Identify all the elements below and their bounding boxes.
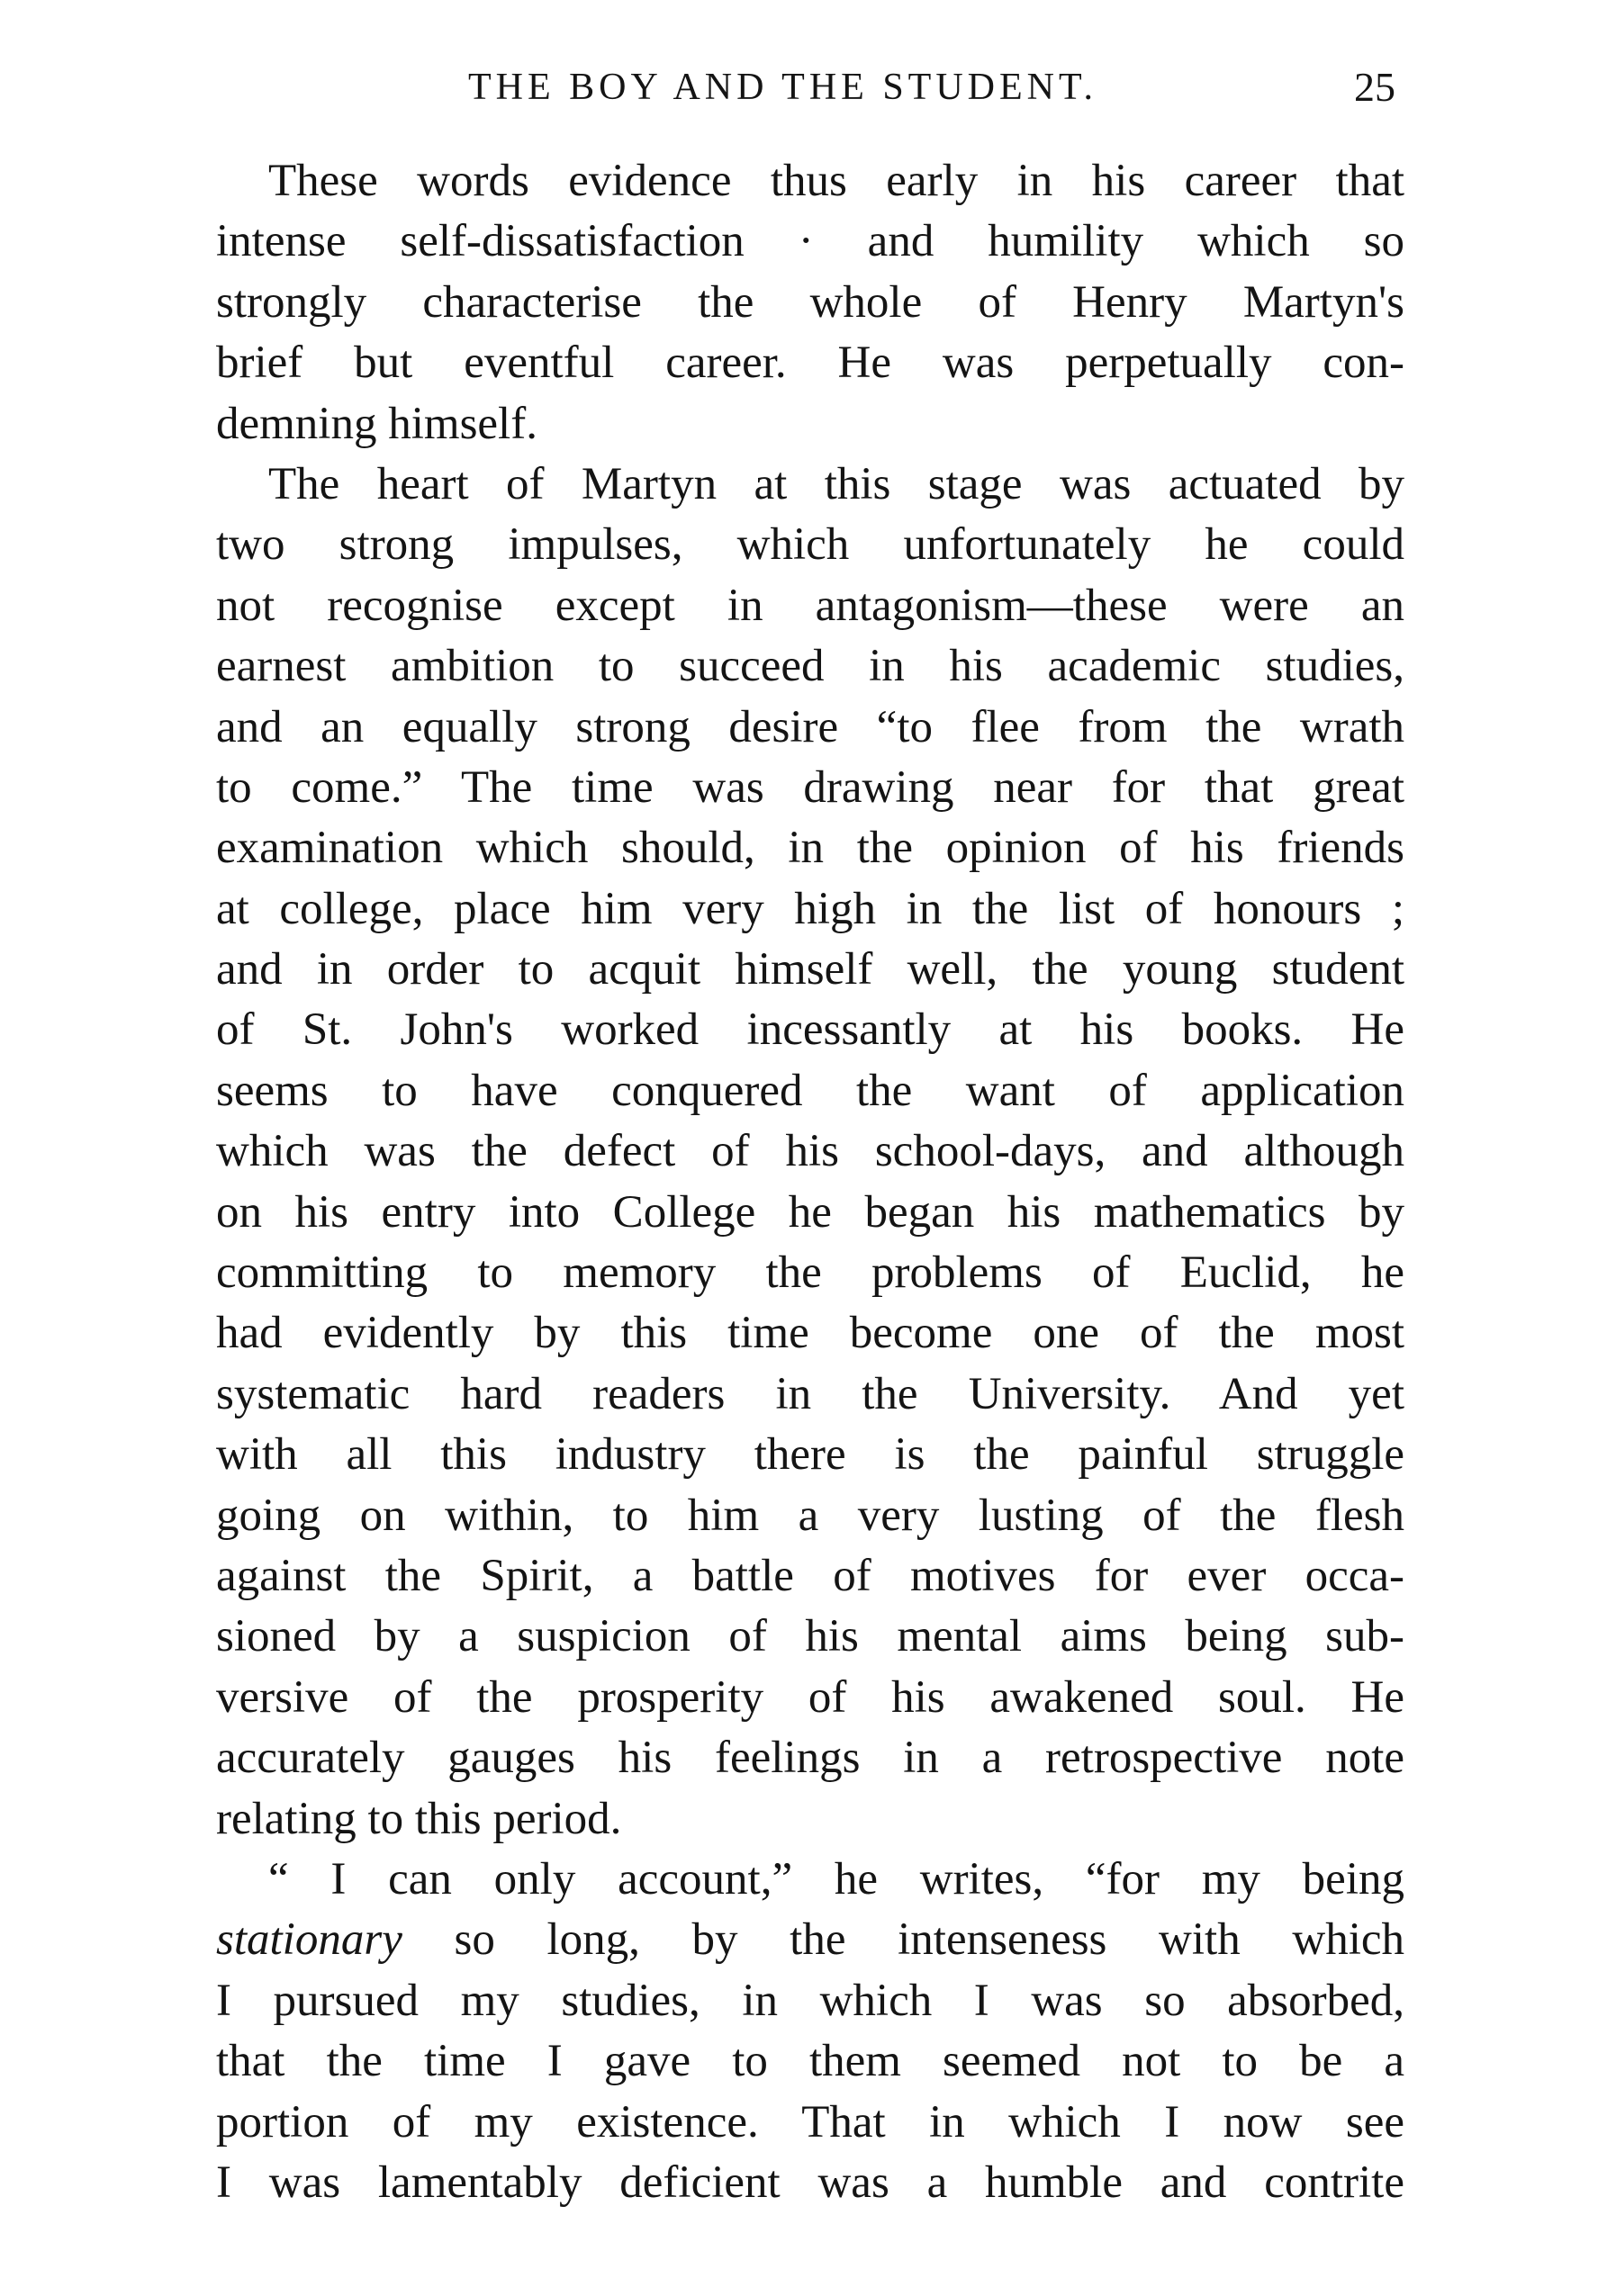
text-line: portion of my existence. That in which I now see [216, 2096, 1404, 2147]
text-line: systematic hard readers in the University. And yet [216, 1368, 1404, 1419]
text-segment: so long, by the intenseness with which [402, 1914, 1404, 1966]
text-line: sioned by a suspicion of his mental aims being sub- [216, 1611, 1404, 1662]
text-line: The heart of Martyn at this stage was actuated by [268, 458, 1404, 509]
text-line: on his entry into College he began his mathematics by [216, 1186, 1404, 1238]
text-line: with all this industry there is the painful struggle [216, 1429, 1404, 1481]
text-line: and in order to acquit himself well, the young student [216, 944, 1404, 995]
text-line: intense self-dissatisfaction · and humility which so [216, 216, 1404, 267]
text-line: at college, place him very high in the list of honours ; [216, 883, 1404, 934]
text-line: accurately gauges his feelings in a retrospective note [216, 1733, 1404, 1784]
text-line: two strong impulses, which unfortunately he could [216, 519, 1404, 571]
text-line: These words evidence thus early in his career that [268, 156, 1404, 206]
text-line: against the Spirit, a battle of motives for ever occa- [216, 1550, 1404, 1601]
text-line: not recognise except in antagonism—these were an [216, 580, 1404, 631]
italic-word: stationary [216, 1914, 402, 1966]
text-line: I pursued my studies, in which I was so absorbed, [216, 1975, 1404, 2026]
text-line: going on within, to him a very lusting of the flesh [216, 1490, 1404, 1541]
text-line [216, 1910, 1404, 1970]
text-line: strongly characterise the whole of Henry Martyn's [216, 276, 1404, 328]
text-line: that the time I gave to them seemed not to be a [216, 2036, 1404, 2087]
text-line: to come.” The time was drawing near for that great [216, 761, 1404, 813]
text-line: had evidently by this time become one of the most [216, 1308, 1404, 1359]
text-line: and an equally strong desire “to flee from the wrath [216, 701, 1404, 752]
text-line: versive of the prosperity of his awakened soul. He [216, 1671, 1404, 1723]
page-header [216, 56, 1404, 119]
text-line: committing to memory the problems of Euclid, he [216, 1247, 1404, 1299]
text-line: of St. John's worked incessantly at his books. He [216, 1004, 1404, 1056]
page-number: 25 [1354, 64, 1395, 110]
running-head: THE BOY AND THE STUDENT. [468, 67, 1098, 108]
text-line: I was lamentably deficient was a humble and contrite [216, 2156, 1404, 2208]
text-line: demning himself. [216, 398, 537, 449]
text-line: earnest ambition to succeed in his academic studies, [216, 641, 1404, 692]
text-line: examination which should, in the opinion of his friends [216, 823, 1404, 874]
text-line: relating to this period. [216, 1793, 622, 1844]
text-line: “ I can only account,” he writes, “for my being [268, 1853, 1404, 1904]
text-line: brief but eventful career. He was perpetually con- [216, 338, 1404, 389]
body-text [216, 151, 1404, 2213]
text-line: seems to have conquered the want of application [216, 1065, 1404, 1116]
text-line: which was the defect of his school-days, and although [216, 1126, 1404, 1177]
